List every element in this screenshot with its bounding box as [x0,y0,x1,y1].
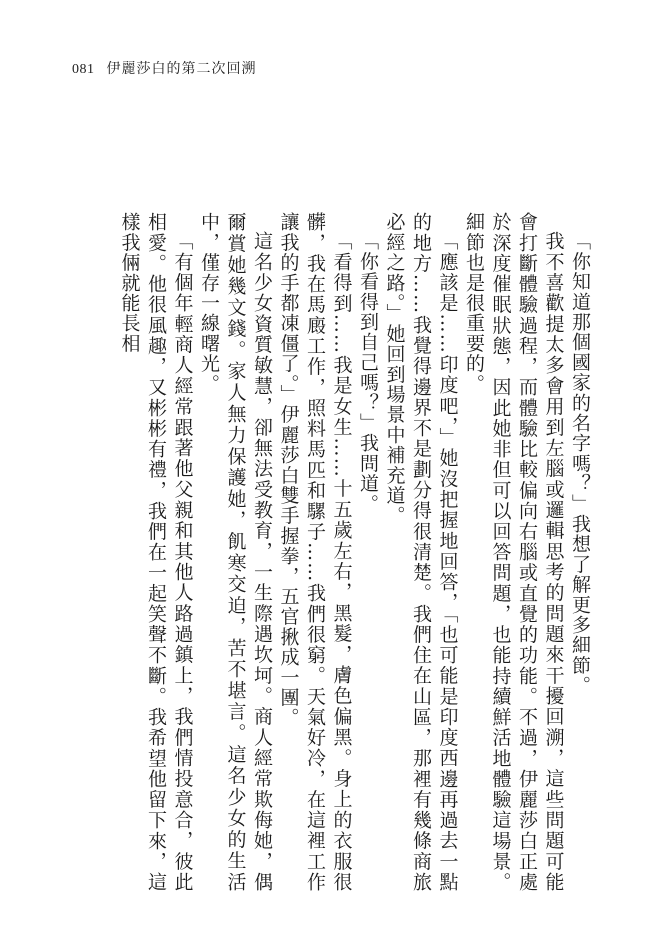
body-text [63,212,593,892]
paragraph: 「你知道那個國家的名字嗎？」我想了解更多細節。 [569,231,591,696]
paragraph: 「應該是……印度吧，」她沒把握地回答，「也可能是印度西邊再過去一點的地方……我覺得邊界不是劃分得很清楚。我們住在山區，那裡有幾條商旅必經之路。」她回到場景中補充道。 [383,212,459,892]
paragraph: 我不喜歡提太多會用到左腦或邏輯思考的問題來干擾回溯，這些問題可能會打斷體驗過程，而體驗比較偏向右腦或直覺的功能。不過，伊麗莎白正處於深度催眠狀態，因此她非但可以回答問題，也能持續鮮活地體驗這場景。細節也是很重要的。 [463,212,565,892]
page-number: 081 [72,62,95,77]
paragraph: 「有個年輕商人經常跟著他父親和其他人路過鎮上，我們情投意合，彼此相愛。他很風趣，又彬彬有禮，我們在一起笑聲不斷。我希望他留下來，這樣我倆就能長相 [118,212,194,892]
paragraph: 這名少女資質敏慧，卻無法受教育，一生際遇坎坷。商人經常欺侮她，偶爾賞她幾文錢。家人無力保護她，飢寒交迫，苦不堪言。這名少女的生活中，僅存一線曙光。 [198,212,273,892]
book-title: 伊麗莎白的第二次回溯 [106,61,257,77]
running-head [72,58,257,78]
paragraph: 「看得到……我是女生……十五歲左右，黑髮，膚色偏黑。身上的衣服很髒，我在馬廄工作，照料馬匹和騾子……我們很窮。天氣好冷，在這裡工作讓我的手都凍僵了。」伊麗莎白雙手握拳，五官揪成一團。 [277,212,353,892]
paragraph: 「你看得到自己嗎？」我問道。 [357,231,379,514]
